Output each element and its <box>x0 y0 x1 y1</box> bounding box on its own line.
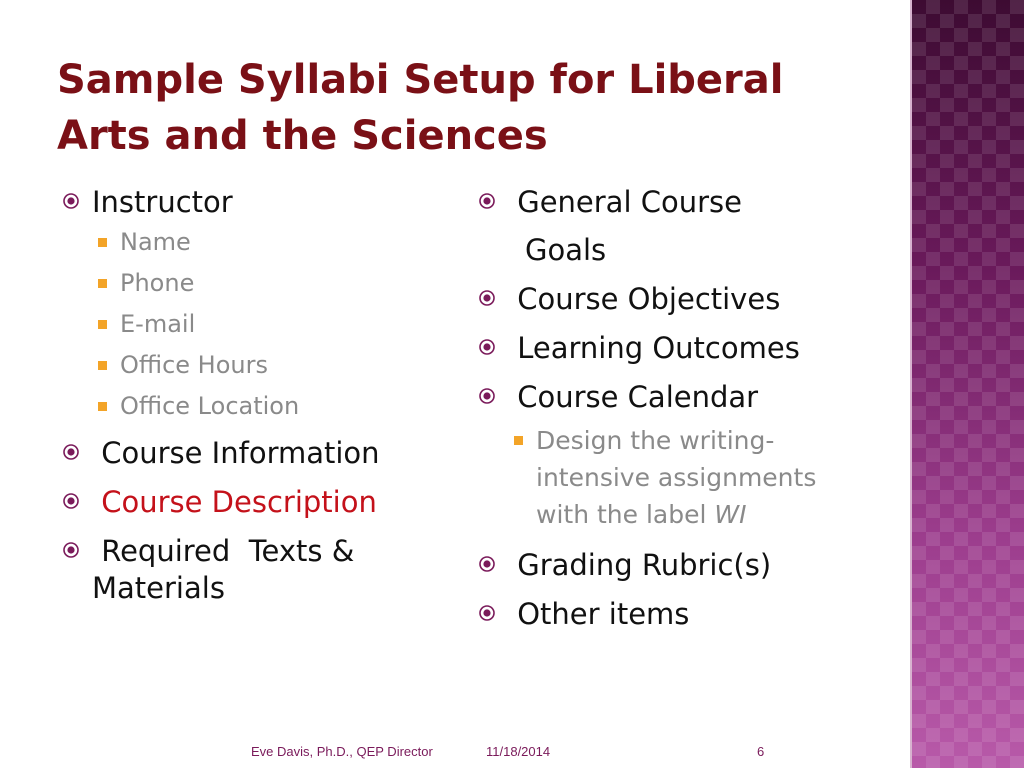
square-bullet-icon <box>98 320 107 329</box>
circle-bullet-icon <box>62 443 80 461</box>
decorative-band <box>912 0 1024 768</box>
bullet-other-items: Other items <box>478 596 878 633</box>
circle-bullet-icon <box>62 492 80 510</box>
bullet-instructor <box>62 184 462 221</box>
footer-date: 11/18/2014 <box>486 744 551 759</box>
band-divider <box>910 0 912 768</box>
square-bullet-icon <box>98 402 107 411</box>
sub-bullet-email: E-mail <box>62 309 462 339</box>
circle-bullet-icon <box>478 289 496 307</box>
sub-bullet-office-hours: Office Hours <box>62 350 462 380</box>
square-bullet-icon <box>514 436 523 445</box>
bullet-course-description: Course Description <box>62 484 462 521</box>
square-bullet-icon <box>98 279 107 288</box>
bullet-learning-outcomes: Learning Outcomes <box>478 330 878 367</box>
bullet-grading-rubrics: Grading Rubric(s) <box>478 547 878 584</box>
circle-bullet-icon <box>478 387 496 405</box>
sub-bullet-name: Name <box>62 227 462 257</box>
circle-bullet-icon <box>62 192 80 210</box>
instructor-label: Instructor <box>92 185 233 219</box>
circle-bullet-icon <box>478 338 496 356</box>
bullet-course-objectives: Course Objectives <box>478 281 878 318</box>
bullet-course-calendar: Course Calendar <box>478 379 878 416</box>
square-bullet-icon <box>98 361 107 370</box>
page-number: 6 <box>757 744 765 759</box>
bullet-course-information: Course Information <box>62 435 462 472</box>
footer-author: Eve Davis, Ph.D., QEP Director <box>251 744 433 759</box>
circle-bullet-icon <box>478 192 496 210</box>
left-column <box>62 184 462 619</box>
slide-title <box>57 52 817 164</box>
title-line-2: Arts and the Sciences <box>57 113 548 159</box>
circle-bullet-icon <box>478 555 496 573</box>
circle-bullet-icon <box>478 604 496 622</box>
sub-bullet-writing-intensive: Design the writing-intensive assignments with the label WI <box>478 422 836 533</box>
circle-bullet-icon <box>62 541 80 559</box>
bullet-required-texts: Required Texts & Materials <box>62 533 462 607</box>
bullet-general-course-goals: General Course Goals <box>478 184 878 269</box>
title-line-1: Sample Syllabi Setup for Liberal <box>57 57 784 103</box>
square-bullet-icon <box>98 238 107 247</box>
sub-bullet-office-location: Office Location <box>62 391 462 421</box>
right-column <box>478 184 878 645</box>
sub-bullet-phone: Phone <box>62 268 462 298</box>
